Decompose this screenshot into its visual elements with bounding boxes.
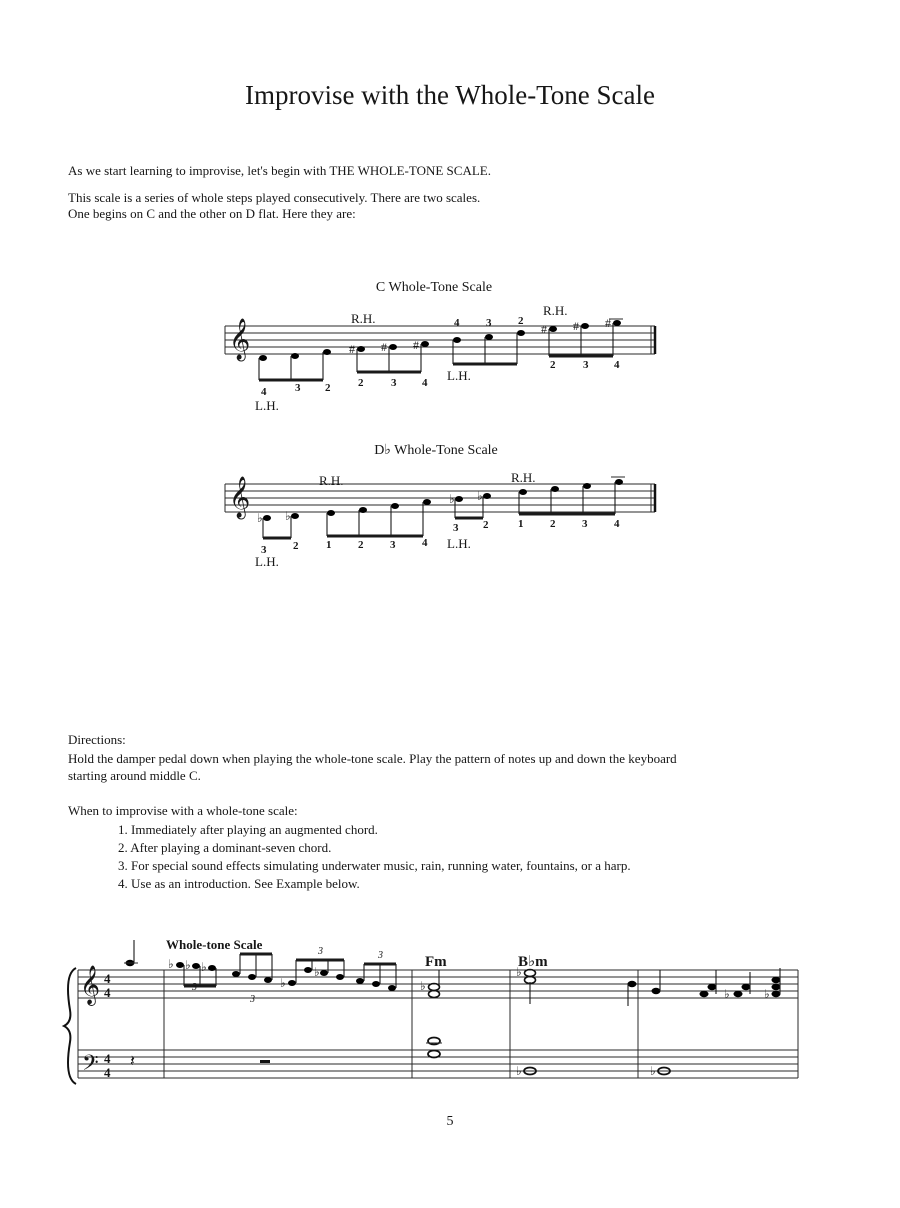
brace-icon <box>64 968 76 1084</box>
c-fingering: 2 <box>358 377 364 389</box>
treble-clef-icon: 𝄞 <box>80 967 101 1004</box>
time-signature: 4 <box>104 1051 111 1066</box>
when-item: 3. For special sound effects simulating underwater music, rain, running water, fountains, or a harp. <box>118 858 631 873</box>
svg-text:♭: ♭ <box>477 489 483 503</box>
time-signature: 4 <box>104 1065 111 1080</box>
db-hand-label: L.H. <box>447 536 471 551</box>
db-fingering: 1 <box>326 539 332 551</box>
bass-staff-lines <box>78 1050 798 1078</box>
c-hand-label: L.H. <box>255 398 279 413</box>
svg-text:#: # <box>349 342 355 356</box>
measure-3-fm-chord <box>420 970 442 1058</box>
directions-line-2: starting around middle C. <box>68 768 201 783</box>
tuplet-number: 3 <box>378 950 383 961</box>
c-scale-title: C Whole-Tone Scale <box>375 280 493 295</box>
staff-lines <box>225 484 655 512</box>
svg-text:♭: ♭ <box>314 965 320 979</box>
c-rh-notes-1 <box>349 338 429 372</box>
chord-symbol: Fm <box>425 954 447 970</box>
when-item: 1. Immediately after playing an augmented chord. <box>118 822 378 837</box>
intro-line-3: One begins on C and the other on D flat. Here they are: <box>68 206 356 221</box>
half-rest-icon <box>260 1060 270 1063</box>
c-fingering: 3 <box>486 317 492 329</box>
db-fingering: 4 <box>422 537 428 549</box>
treble-clef-icon: 𝄞 <box>229 477 251 517</box>
c-fingering: 4 <box>261 386 267 398</box>
db-fingering: 2 <box>358 539 364 551</box>
db-hand-label: R.H. <box>319 473 344 488</box>
db-lh-notes-2 <box>449 489 491 518</box>
measure-4-bbm-chord <box>516 965 637 1078</box>
db-scale-title: D♭ Whole-Tone Scale <box>374 443 498 458</box>
svg-text:#: # <box>413 338 419 352</box>
svg-text:♭: ♭ <box>420 979 426 993</box>
svg-text:♭: ♭ <box>724 987 730 1001</box>
c-hand-label: R.H. <box>543 303 568 318</box>
chord-symbol: B♭m <box>518 954 548 970</box>
svg-text:#: # <box>381 340 387 354</box>
c-hand-label: R.H. <box>351 311 376 326</box>
db-fingering: 3 <box>390 539 396 551</box>
svg-text:#: # <box>573 319 579 333</box>
time-signature: 4 <box>104 985 111 1000</box>
c-fingering: 4 <box>454 317 460 329</box>
treble-clef-icon: 𝄞 <box>229 319 251 359</box>
c-fingering: 2 <box>550 359 556 371</box>
c-whole-tone-scale-staff <box>215 296 665 426</box>
svg-text:♭: ♭ <box>516 1064 522 1078</box>
tuplet-number: 3 <box>192 982 197 993</box>
c-fingering: 2 <box>518 315 524 327</box>
db-hand-label: L.H. <box>255 554 279 569</box>
intro-line-1: As we start learning to improvise, let's begin with THE WHOLE-TONE SCALE. <box>68 163 491 178</box>
svg-text:♭: ♭ <box>650 1064 656 1078</box>
svg-text:♭: ♭ <box>285 509 291 523</box>
intro-line-2: This scale is a series of whole steps played consecutively. There are two scales. <box>68 190 481 205</box>
db-fingering: 2 <box>550 518 556 530</box>
db-lh-notes-1 <box>257 509 299 538</box>
c-fingering: 4 <box>614 359 620 371</box>
tuplet-number: 3 <box>250 994 255 1005</box>
db-fingering: 3 <box>582 518 588 530</box>
time-signature: 4 <box>104 971 111 986</box>
db-hand-label: R.H. <box>511 470 536 485</box>
svg-text:♭: ♭ <box>201 960 207 974</box>
example-grand-staff <box>60 930 820 1090</box>
page-number: 5 <box>446 1114 454 1129</box>
example-label: Whole-tone Scale <box>166 937 263 952</box>
c-hand-label: L.H. <box>447 368 471 383</box>
svg-text:♭: ♭ <box>516 965 522 979</box>
db-fingering: 1 <box>518 518 524 530</box>
staff-lines <box>225 326 655 354</box>
c-fingering: 2 <box>325 382 331 394</box>
when-heading: When to improvise with a whole-tone scale: <box>68 803 298 818</box>
svg-text:♭: ♭ <box>764 987 770 1001</box>
c-fingering: 3 <box>295 382 301 394</box>
when-item: 4. Use as an introduction. See Example below. <box>118 876 360 891</box>
db-whole-tone-scale-staff <box>215 462 665 582</box>
bass-clef-icon: 𝄢 <box>82 1051 99 1080</box>
db-fingering: 3 <box>261 544 267 556</box>
c-fingering: 4 <box>422 377 428 389</box>
svg-text:♭: ♭ <box>257 511 263 525</box>
db-fingering: 3 <box>453 522 459 534</box>
db-fingering: 2 <box>293 540 299 552</box>
directions-line-1: Hold the damper pedal down when playing the whole-tone scale. Play the pattern of notes up and down the keyboard <box>68 751 677 766</box>
page-title: Improvise with the Whole-Tone Scale <box>245 80 655 110</box>
c-fingering: 3 <box>391 377 397 389</box>
c-rh-notes-2 <box>541 316 623 356</box>
when-item: 2. After playing a dominant-seven chord. <box>118 840 332 855</box>
svg-text:♭: ♭ <box>168 957 174 971</box>
quarter-rest-icon: 𝄽 <box>130 1053 135 1070</box>
svg-text:♭: ♭ <box>280 976 286 990</box>
svg-text:#: # <box>541 322 547 336</box>
svg-text:#: # <box>605 316 611 330</box>
c-fingering: 3 <box>583 359 589 371</box>
tuplet-number: 3 <box>318 946 323 957</box>
svg-text:♭: ♭ <box>185 958 191 972</box>
directions-heading: Directions: <box>68 732 126 747</box>
db-fingering: 4 <box>614 518 620 530</box>
db-fingering: 2 <box>483 519 489 531</box>
svg-text:♭: ♭ <box>449 492 455 506</box>
